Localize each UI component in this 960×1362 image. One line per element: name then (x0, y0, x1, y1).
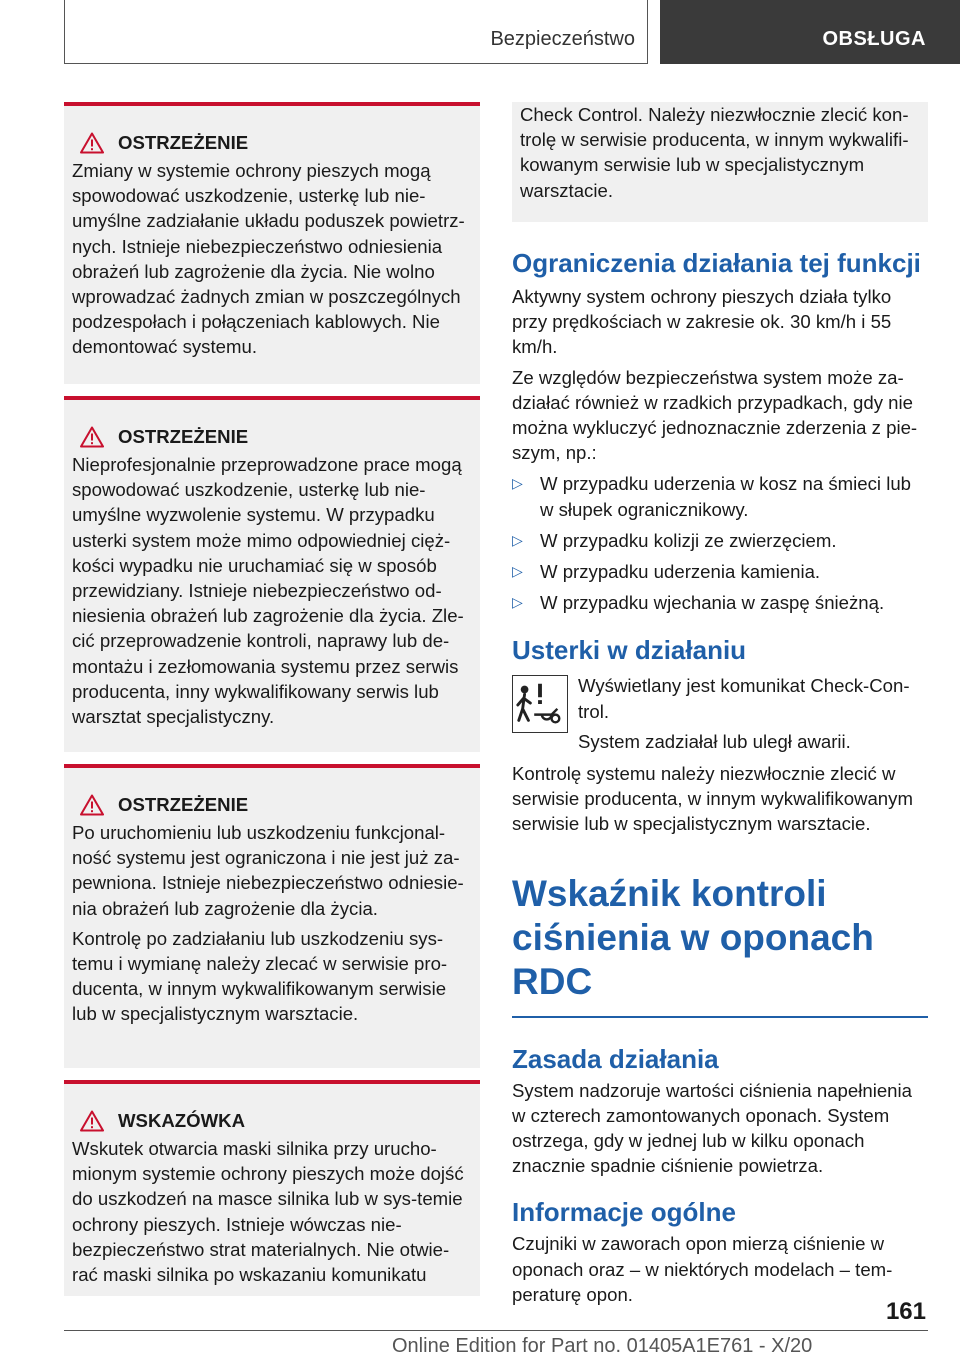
triangle-bullet-icon: ▷ (512, 563, 523, 580)
header-chapter-tab (660, 0, 960, 64)
heading-general: Informacje ogólne (512, 1197, 736, 1228)
heading-principle: Zasada działania (512, 1043, 719, 1074)
header-section-title: Bezpieczeństwo (490, 28, 635, 50)
warning-text: Zmiany w systemie ochrony pieszych mogą spowodować uszkodzenie, usterkę lub nie-umyślne zadziałanie układu poduszek powietrz-nych. Istnieje niebezpieczeństwo odniesienia obrażeń lub zagrożenie dla życia. Nie wolno wprowadzać żadnych zmian w poszczególnych podzespołach i połączeniach kablowych. Nie demontować systemu. (72, 160, 465, 358)
general-text (512, 1231, 928, 1307)
warning-text: Nieprofesjonalnie przeprowadzone prace mogą spowodować uszkodzenie, usterkę lub nie-umyślne wyzwolenie systemu. W przypadku usterki system może mimo odpowiedniej cięż-kości wypadku nie uruchamiać się w sposób przewidziany. Istnieje niebezpieczeństwo od-niesienia obrażeń lub zagrożenie dla życia. Zle-cić przeprowadzenie kontroli, naprawy lub de-montażu i zezłomowania systemu przez serwis producenta, inny wykwalifikowany serwis lub warsztat specjalistyczny. (72, 454, 464, 728)
list-item: ▷ W przypadku uderzenia w kosz na śmieci lub w słupek ogranicznikowy. (512, 473, 912, 520)
warning-triangle-icon (80, 132, 104, 154)
footer-rule (64, 1330, 928, 1331)
limits-text (512, 284, 928, 465)
footer-edition: Online Edition for Part no. 01405A1E761 - X/20 (392, 1335, 813, 1357)
triangle-bullet-icon: ▷ (512, 531, 523, 548)
warning-box-3 (64, 764, 480, 1068)
notice-text: Wskutek otwarcia maski silnika przy urucho-mionym systemie ochrony pieszych może dojść do uszkodzeń na masce silnika lub w sys-temie ochrony pieszych. Istnieje wówczas nie-bezpieczeństwo strat materialnych. Nie otwie-rać maski silnika po wskazaniu komunikatu (72, 1138, 464, 1286)
list-item: ▷ W przypadku kolizji ze zwierzęciem. (512, 528, 928, 553)
warning-title: OSTRZEŻENIE (118, 132, 249, 153)
notice-heading (72, 1110, 472, 1132)
notice-title: WSKAZÓWKA (118, 1110, 246, 1131)
principle-paragraph: System nadzoruje wartości ciśnienia napełnienia w czterech zamontowanych oponach. System ostrzega, gdy w jednej lub w kilku oponach znacznie spadnie ciśnienie powietrza. (512, 1079, 912, 1177)
limits-list (512, 471, 928, 615)
warning-triangle-icon (80, 794, 104, 816)
triangle-bullet-icon: ▷ (512, 475, 523, 492)
check-control-row (512, 673, 928, 759)
header-chapter-label: OBSŁUGA (822, 28, 926, 50)
check-control-message: Wyświetlany jest komunikat Check-Con-trol. (578, 675, 910, 722)
pedestrian-protection-warning-icon (512, 675, 568, 733)
triangle-bullet-icon: ▷ (512, 594, 523, 611)
faults-paragraph: Kontrolę systemu należy niezwłocznie zlecić w serwisie producenta, w innym wykwalifikowanym serwisie lub w specjalistycznym warsztacie. (512, 763, 913, 835)
warning-box-2 (64, 396, 480, 752)
header-section-box (64, 0, 648, 64)
warning-heading (72, 132, 472, 154)
notice-box (64, 1080, 480, 1296)
warning-title: OSTRZEŻENIE (118, 794, 249, 815)
heading-faults: Usterki w działaniu (512, 635, 747, 666)
general-paragraph: Czujniki w zaworach opon mierzą ciśnienie w oponach oraz – w niektórych modelach – tem-peraturę opon. (512, 1233, 893, 1305)
warning-heading (72, 426, 472, 448)
heading-limits: Ograniczenia działania tej funkcji (512, 248, 921, 278)
limits-paragraph-2: Ze względów bezpieczeństwa system może za-działać również w rzadkich przypadkach, gdy nie można wykluczyć jednoznacznie zderzenia z pie-szym, np.: (512, 366, 918, 464)
warning-title: OSTRZEŻENIE (118, 426, 249, 447)
page-number: 161 (885, 1298, 926, 1325)
check-control-status: System zadziałał lub uległ awarii. (578, 730, 851, 752)
warning-triangle-icon (80, 426, 104, 448)
heading-rdc: Wskaźnik kontroli ciśnienia w oponach RDC (512, 872, 874, 1002)
right-column (512, 102, 928, 1312)
warning-triangle-icon (80, 1110, 104, 1132)
principle-text (512, 1078, 928, 1179)
warning-box-1 (64, 102, 480, 384)
warning-text: Po uruchomieniu lub uszkodzeniu funkcjonal-ność systemu jest ograniczona i nie jest już za-pewniona. Istnieje niebezpieczeństwo odniesie-nia obrażeń lub zagrożenie dla życia. (72, 822, 464, 919)
list-item: ▷ W przypadku wjechania w zaspę śnieżną. (512, 590, 928, 615)
faults-text (512, 761, 928, 837)
limits-paragraph-1: Aktywny system ochrony pieszych działa tylko przy prędkościach w zakresie ok. 30 km/h i 55 km/h. (512, 286, 892, 358)
check-control-text (578, 673, 928, 759)
left-column (64, 102, 480, 1296)
list-item: ▷ W przypadku uderzenia kamienia. (512, 559, 928, 584)
notice-box-continued (512, 102, 928, 222)
warning-text: Kontrolę po zadziałaniu lub uszkodzeniu sys-temu i wymianę należy zlecać w serwisie pro-ducenta, w innym wykwalifikowanym serwisie lub w specjalistycznym warsztacie. (72, 927, 448, 1025)
warning-heading (72, 794, 472, 816)
notice-text-continued: Check Control. Należy niezwłocznie zlecić kon-trolę w serwisie producenta, w innym wykwalifi-kowanym serwisie lub w specjalistycznym warsztacie. (520, 104, 909, 201)
